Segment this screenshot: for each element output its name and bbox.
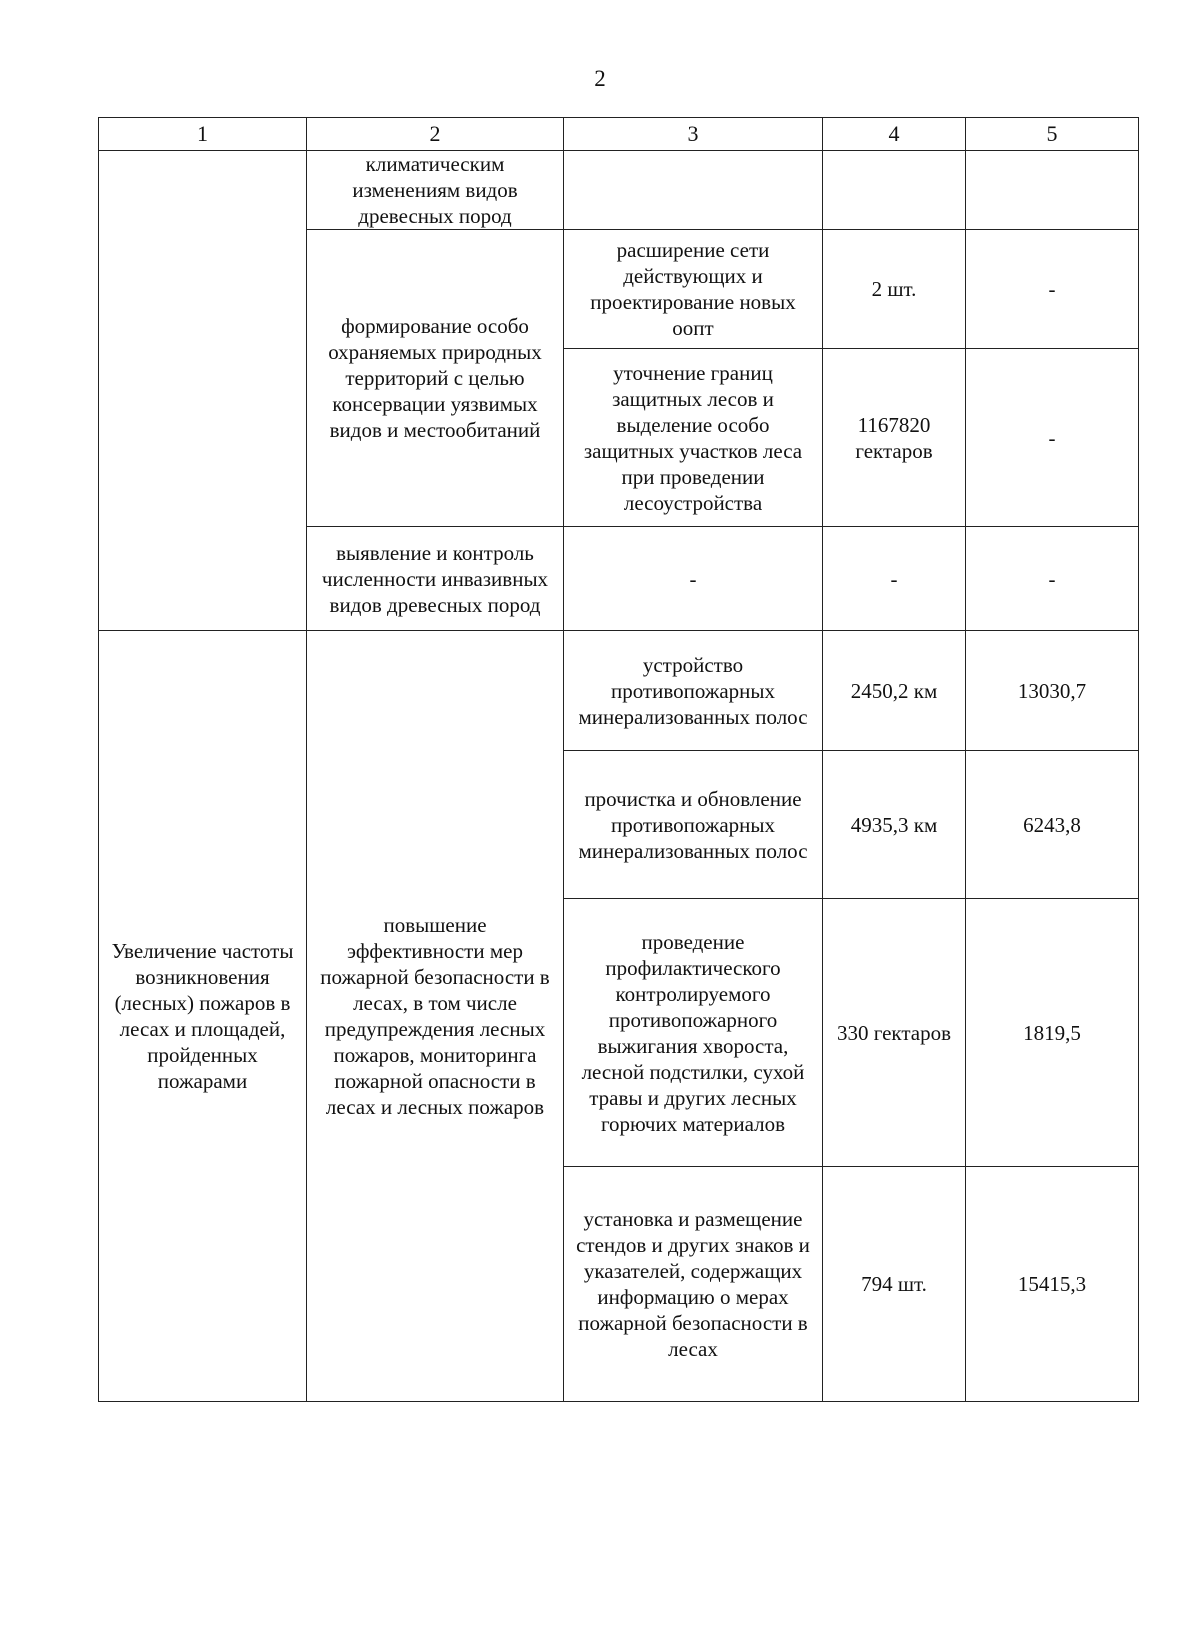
volume-cell: 4935,3 км bbox=[823, 751, 966, 899]
volume-cell bbox=[823, 151, 966, 230]
activity-cell: установка и размещение стендов и других знаков и указателей, содержащих информацию о мерах пожарной безопасности в лесах bbox=[564, 1167, 823, 1402]
volume-cell: 794 шт. bbox=[823, 1167, 966, 1402]
header-cell-2: 2 bbox=[307, 118, 564, 151]
measure-cell: выявление и контроль численности инвазивных видов древесных пород bbox=[307, 527, 564, 631]
header-row bbox=[99, 118, 1139, 151]
volume-cell: 2 шт. bbox=[823, 230, 966, 349]
activity-cell: - bbox=[564, 527, 823, 631]
header-cell-5: 5 bbox=[966, 118, 1139, 151]
measures-table bbox=[98, 117, 1139, 1402]
activity-cell: устройство противопожарных минерализованных полос bbox=[564, 631, 823, 751]
activity-cell: проведение профилактического контролируемого противопожарного выжигания хвороста, лесной подстилки, сухой травы и других лесных горючих материалов bbox=[564, 899, 823, 1167]
header-cell-3: 3 bbox=[564, 118, 823, 151]
volume-cell: 2450,2 км bbox=[823, 631, 966, 751]
risk-cell: Увеличение частоты возникновения (лесных) пожаров в лесах и площадей, пройденных пожарами bbox=[99, 631, 307, 1402]
activity-cell: уточнение границ защитных лесов и выделение особо защитных участков леса при проведении лесоустройства bbox=[564, 349, 823, 527]
cost-cell: - bbox=[966, 230, 1139, 349]
cost-cell: - bbox=[966, 349, 1139, 527]
table-row bbox=[99, 631, 1139, 751]
cost-cell bbox=[966, 151, 1139, 230]
activity-cell: прочистка и обновление противопожарных минерализованных полос bbox=[564, 751, 823, 899]
table-row bbox=[99, 151, 1139, 230]
volume-cell: 1167820 гектаров bbox=[823, 349, 966, 527]
measure-cell: климатическим изменениям видов древесных пород bbox=[307, 151, 564, 230]
measure-cell: формирование особо охраняемых природных территорий с целью консервации уязвимых видов и местообитаний bbox=[307, 230, 564, 527]
cost-cell: - bbox=[966, 527, 1139, 631]
cost-cell: 15415,3 bbox=[966, 1167, 1139, 1402]
header-cell-4: 4 bbox=[823, 118, 966, 151]
measure-cell: повышение эффективности мер пожарной безопасности в лесах, в том числе предупреждения лесных пожаров, мониторинга пожарной опасности в лесах и лесных пожаров bbox=[307, 631, 564, 1402]
volume-cell: - bbox=[823, 527, 966, 631]
risk-cell-empty bbox=[99, 151, 307, 631]
cost-cell: 6243,8 bbox=[966, 751, 1139, 899]
cost-cell: 13030,7 bbox=[966, 631, 1139, 751]
page-number: 2 bbox=[594, 66, 606, 91]
activity-cell: расширение сети действующих и проектирование новых оопт bbox=[564, 230, 823, 349]
activity-cell bbox=[564, 151, 823, 230]
cost-cell: 1819,5 bbox=[966, 899, 1139, 1167]
volume-cell: 330 гектаров bbox=[823, 899, 966, 1167]
header-cell-1: 1 bbox=[99, 118, 307, 151]
